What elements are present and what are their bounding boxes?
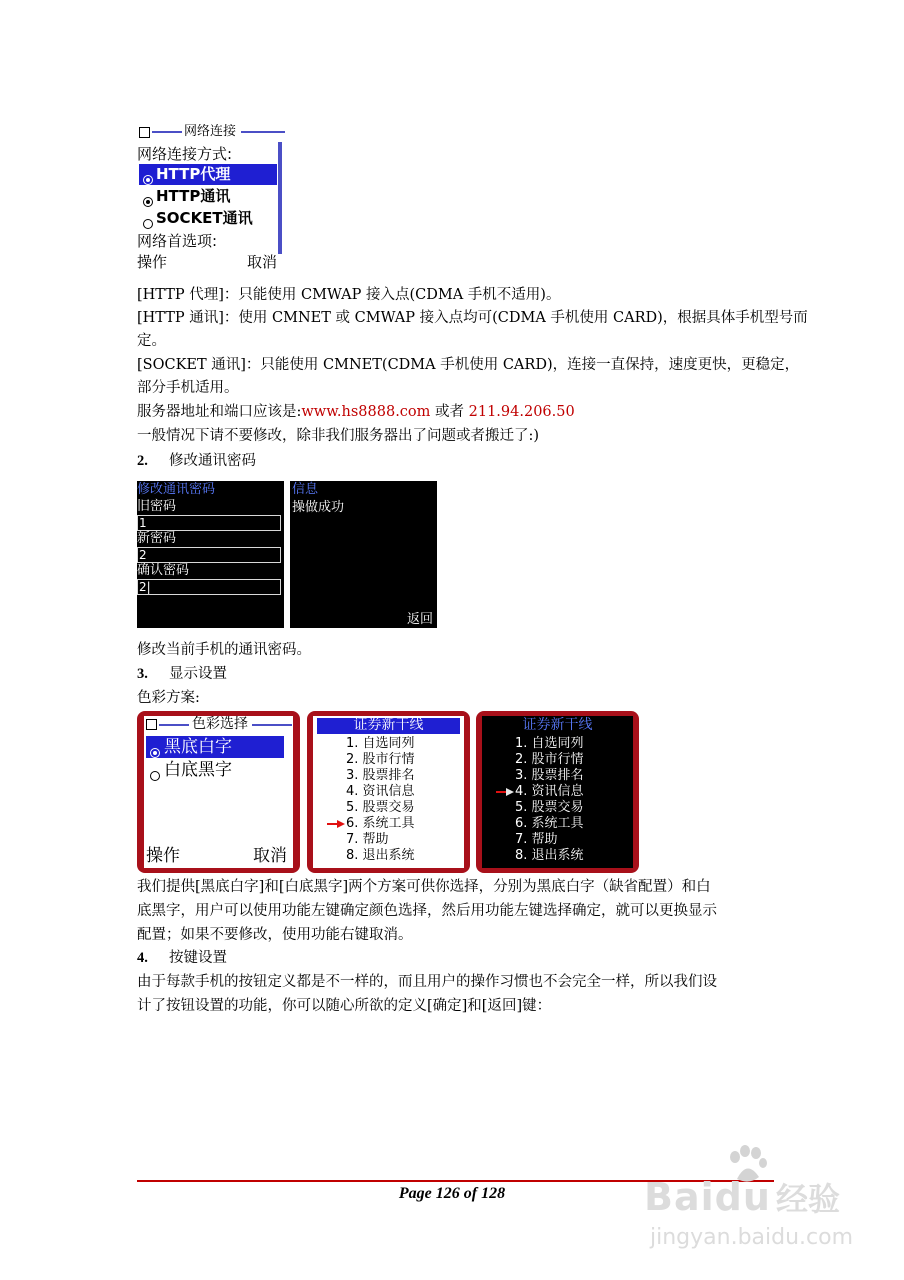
http-comm-desc-1: [HTTP 通讯]：使用 CMNET 或 CMWAP 接入点均可(CDMA 手机使用 CARD)，根据具体手机型号而: [137, 310, 808, 326]
section-title: 显示设置: [169, 666, 227, 682]
radio-icon: [143, 219, 153, 229]
arrow-pointer-icon: [327, 820, 345, 828]
watermark-url: jingyan.baidu.com: [650, 1225, 854, 1250]
option-black-bg[interactable]: [146, 736, 284, 758]
section-number: 4.: [137, 950, 148, 966]
menu-item[interactable]: 8. 退出系统: [515, 848, 584, 863]
new-password-input[interactable]: [137, 547, 281, 563]
info-message: 操做成功: [292, 500, 345, 515]
color-select-screenshot: [137, 711, 300, 873]
old-password-input[interactable]: [137, 515, 281, 531]
menu-item[interactable]: 5. 股票交易: [515, 800, 584, 815]
phone-screen: [482, 716, 633, 868]
phone-screen: [313, 716, 464, 868]
network-pref-label: 网络首选项:: [137, 232, 218, 250]
softkey-left[interactable]: 操作: [137, 253, 168, 271]
main-menu-white-screenshot: [307, 711, 470, 873]
socket-desc-2: 部分手机适用。: [137, 380, 239, 396]
radio-icon: [143, 197, 153, 207]
server-url: www.hs8888.com: [301, 404, 431, 420]
menu-title: 证券新干线: [353, 717, 424, 733]
server-or: 或者: [430, 404, 469, 420]
section-number: 2.: [137, 453, 148, 469]
softkey-right[interactable]: 取消: [247, 253, 278, 271]
section-title: 修改通讯密码: [169, 453, 256, 469]
scrollbar[interactable]: [278, 142, 282, 254]
input-value: 1: [139, 516, 147, 530]
key-desc-2: 计了按钮设置的功能，你可以随心所欲的定义[确定]和[返回]键：: [137, 998, 552, 1014]
color-desc-2: 底黑字，用户可以使用功能左键确定颜色选择，然后用功能左键选择确定，就可以更换显示: [137, 903, 717, 919]
confirm-password-label: 确认密码: [137, 563, 190, 578]
input-value: 2|: [139, 580, 151, 594]
screen-title: 网络连接: [184, 124, 237, 139]
softkey-right[interactable]: 取消: [253, 846, 287, 866]
menu-list: [346, 736, 415, 864]
option-label: 黑底白字: [164, 737, 232, 757]
option-label: SOCKET通讯: [156, 209, 253, 227]
window-icon: [146, 719, 157, 730]
server-address-line: [137, 401, 575, 424]
confirm-password-input[interactable]: [137, 579, 281, 595]
section-2-heading: [137, 450, 256, 473]
window-icon: [139, 127, 150, 138]
option-label: HTTP通讯: [156, 187, 231, 205]
screen-titlebar: [137, 124, 285, 140]
softkey-left[interactable]: 操作: [146, 846, 180, 866]
menu-item[interactable]: 4. 资讯信息: [346, 784, 415, 799]
password-caption: 修改当前手机的通讯密码。: [137, 642, 311, 658]
server-prefix: 服务器地址和端口应该是:: [137, 404, 302, 420]
softkey-back[interactable]: 返回: [407, 612, 434, 627]
radio-icon: [143, 175, 153, 185]
key-desc-1: 由于每款手机的按钮定义都是不一样的，而且用户的操作习惯也不会完全一样，所以我们设: [137, 974, 717, 990]
section-title: 按键设置: [169, 950, 227, 966]
main-menu-black-screenshot: [476, 711, 639, 873]
menu-item[interactable]: 7. 帮助: [346, 832, 389, 847]
screen-title: 信息: [292, 482, 319, 497]
menu-item[interactable]: 8. 退出系统: [346, 848, 415, 863]
option-white-bg[interactable]: [146, 759, 284, 781]
option-socket-comm[interactable]: [139, 208, 277, 229]
change-password-screenshot: [137, 481, 284, 628]
menu-item[interactable]: 1. 自选同列: [515, 736, 584, 751]
screen-title: 修改通讯密码: [137, 482, 216, 497]
option-label: HTTP代理: [156, 165, 231, 183]
color-desc-3: 配置；如果不要修改，使用功能右键取消。: [137, 927, 413, 943]
http-comm-desc-2: 定。: [137, 333, 166, 349]
page-number: Page 126 of 128: [398, 1185, 506, 1202]
menu-item[interactable]: 2. 股市行情: [515, 752, 584, 767]
option-http-proxy[interactable]: [139, 164, 277, 185]
new-password-label: 新密码: [137, 531, 177, 546]
screen-title: 色彩选择: [192, 716, 248, 732]
menu-item[interactable]: 7. 帮助: [515, 832, 558, 847]
menu-item[interactable]: 5. 股票交易: [346, 800, 415, 815]
section-number: 3.: [137, 666, 148, 682]
baidu-watermark: [640, 1145, 860, 1275]
watermark-brand: Baidu: [644, 1175, 771, 1219]
section-3-heading: [137, 663, 227, 686]
menu-item[interactable]: 2. 股市行情: [346, 752, 415, 767]
menu-item[interactable]: 1. 自选同列: [346, 736, 415, 751]
section-4-heading: [137, 947, 227, 970]
http-proxy-desc: [HTTP 代理]：只能使用 CMWAP 接入点(CDMA 手机不适用)。: [137, 287, 561, 303]
input-value: 2: [139, 548, 147, 562]
option-http-comm[interactable]: [139, 186, 277, 207]
phone-screen: [144, 716, 293, 868]
menu-item[interactable]: 4. 资讯信息: [515, 784, 584, 799]
old-password-label: 旧密码: [137, 499, 177, 514]
socket-desc-1: [SOCKET 通讯]：只能使用 CMNET(CDMA 手机使用 CARD)，连接一直保持，速度更快，更稳定，: [137, 357, 800, 373]
network-connection-screenshot: [137, 124, 285, 274]
menu-item[interactable]: 3. 股票排名: [515, 768, 584, 783]
arrow-pointer-icon: [496, 788, 514, 796]
menu-item[interactable]: 3. 股票排名: [346, 768, 415, 783]
menu-title: 证券新干线: [522, 717, 593, 733]
server-ip: 211.94.206.50: [468, 404, 575, 420]
network-method-label: 网络连接方式:: [137, 145, 233, 163]
radio-icon: [150, 748, 160, 758]
info-screenshot: [290, 481, 437, 628]
menu-item[interactable]: 6. 系统工具: [515, 816, 584, 831]
menu-item[interactable]: 6. 系统工具: [346, 816, 415, 831]
option-label: 白底黑字: [164, 760, 232, 780]
color-scheme-caption: 色彩方案:: [137, 690, 200, 706]
watermark-brand-cn: 经验: [776, 1180, 841, 1218]
general-note: 一般情况下请不要修改，除非我们服务器出了问题或者搬迁了:): [137, 428, 540, 444]
color-desc-1: 我们提供[黑底白字]和[白底黑字]两个方案可供你选择，分别为黑底白字（缺省配置）和白: [137, 879, 711, 895]
menu-list: [515, 736, 584, 864]
radio-icon: [150, 771, 160, 781]
